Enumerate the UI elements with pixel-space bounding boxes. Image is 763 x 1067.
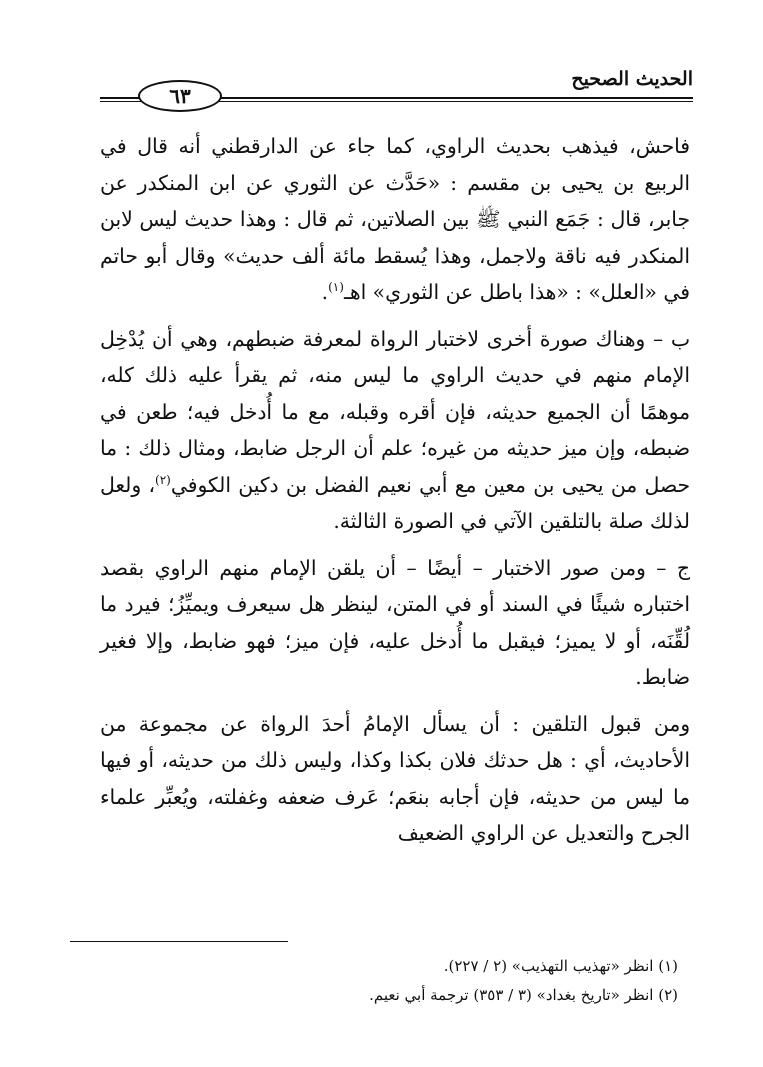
item-c-text: ومن صور الاختبار – أيضًا – أن يلقن الإمام منهم الراوي بقصد اختباره شيئًا في السند أو في المتن، لينظر هل سيعرف ويميِّزُ؛ فيرد ما لُقِّنَه، أو لا يميز؛ فيقبل ما أُدخل عليه، فإن ميز؛ فهو ضابط، وإلا فغير ضابط. xyxy=(100,555,690,689)
item-marker-b: ب – xyxy=(652,326,690,351)
paragraph-1-text: فاحش، فيذهب بحديث الراوي، كما جاء عن الدارقطني أنه قال في الربيع بن يحيى بن مقسم : «حَدَّث عن الثوري عن ابن المنكدر عن جابر، قال : جَمَع النبي ﷺ بين الصلاتين، ثم قال : وهذا حديث ليس لابن المنكدر فيه ناقة ولاجمل، وهذا يُسقط مائة ألف حديث» وقال أبو حاتم في «العلل» : «هذا باطل عن الثوري» اهـ xyxy=(100,134,690,304)
footnotes xyxy=(100,952,678,1010)
item-marker-c: ج – xyxy=(656,555,690,580)
item-b-text-end: ، ولعل لذلك صلة بالتلقين الآتي في الصورة الثالثة. xyxy=(100,472,690,533)
list-item-c xyxy=(100,550,690,696)
footnote-separator xyxy=(70,941,288,942)
page-number-text: ٦٣ xyxy=(169,84,191,108)
footnote-1: (١) انظر «تهذيب التهذيب» (٢ / ٢٢٧). xyxy=(443,957,678,975)
list-item-b xyxy=(100,321,690,540)
paragraph-last-text: ومن قبول التلقين : أن يسأل الإمامُ أحدَ الرواة عن مجموعة من الأحاديث، أي : هل حدثك فلان بكذا وكذا، وليس ذلك من حديثه، أو فيها ما ليس من حديثه، فإن أجابه بنعَم؛ عَرف ضعفه وغفلته، ويُعبِّر علماء الجرح والتعديل عن الراوي الضعيف xyxy=(100,711,690,845)
page-number xyxy=(138,80,222,112)
paragraph-last xyxy=(100,706,690,852)
main-text xyxy=(100,128,690,852)
page-header xyxy=(100,66,693,108)
footnote-ref-2: (٢) xyxy=(155,472,171,487)
item-b-text: وهناك صورة أخرى لاختبار الرواة لمعرفة ضبطهم، وهي أن يُدْخِل الإمام منهم في حديث الراوي ما ليس منه، ثم يقرأ عليه ذلك كله، موهمًا أن الجميع حديثه، فإن أقره وقبله، مع ما أُدخل فيه؛ طعن في ضبطه، وإن ميز حديثه من غيره؛ علم أن الرجل ضابط، ومثال ذلك : ما حصل من يحيى بن معين مع أبي نعيم الفضل بن دكين الكوفي xyxy=(100,326,690,497)
paragraph-1 xyxy=(100,128,690,311)
footnote-ref-1: (١) xyxy=(328,280,344,295)
running-title: الحديث الصحيح xyxy=(571,68,693,90)
footnote-2: (٢) انظر «تاريخ بغداد» (٣ / ٣٥٣) ترجمة أبي نعيم. xyxy=(369,986,678,1004)
paragraph-1-end: . xyxy=(321,280,329,304)
